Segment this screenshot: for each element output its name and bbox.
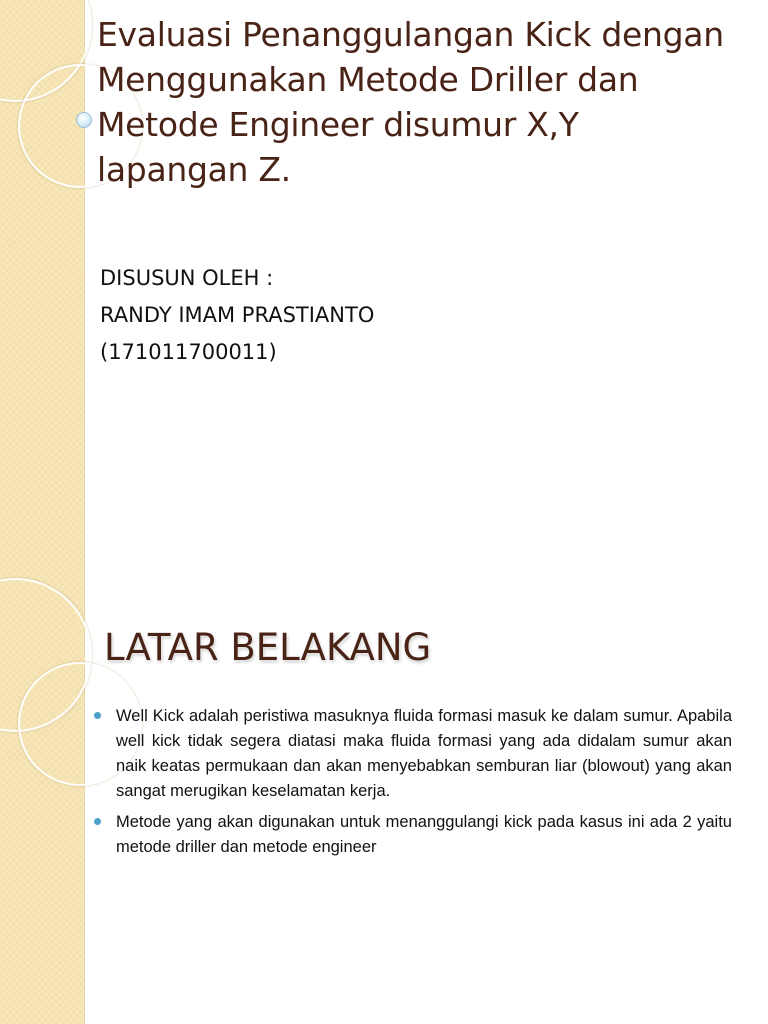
slide-title: Evaluasi Penanggulangan Kick dengan Menggunakan Metode Driller dan Metode Engineer disumur X,Y lapangan Z. — [97, 15, 724, 189]
bullet-text: Metode yang akan digunakan untuk menanggulangi kick pada kasus ini ada 2 yaitu metode driller dan metode engineer — [116, 813, 732, 856]
slide-2 — [0, 512, 768, 1024]
list-item — [92, 704, 732, 804]
bullet-list — [92, 704, 732, 866]
decorative-side-strip — [0, 0, 85, 512]
bullet-dot-icon — [94, 712, 101, 719]
author-name: RANDY IMAM PRASTIANTO — [100, 303, 375, 327]
author-label: DISUSUN OLEH : — [100, 266, 274, 290]
author-block — [100, 260, 700, 371]
list-item — [92, 810, 732, 860]
ring-bead-icon — [76, 112, 92, 128]
decorative-side-strip — [0, 512, 85, 1024]
bullet-text: Well Kick adalah peristiwa masuknya fluida formasi masuk ke dalam sumur. Apabila well kick tidak segera diatasi maka fluida formasi yang ada didalam sumur akan naik keatas permukaan dan akan menyebabkan semburan liar (blowout) yang akan sangat merugikan keselamatan kerja. — [116, 707, 732, 800]
author-id: (171011700011) — [100, 340, 277, 364]
section-heading: LATAR BELAKANG — [104, 626, 432, 669]
bullet-dot-icon — [94, 818, 101, 825]
